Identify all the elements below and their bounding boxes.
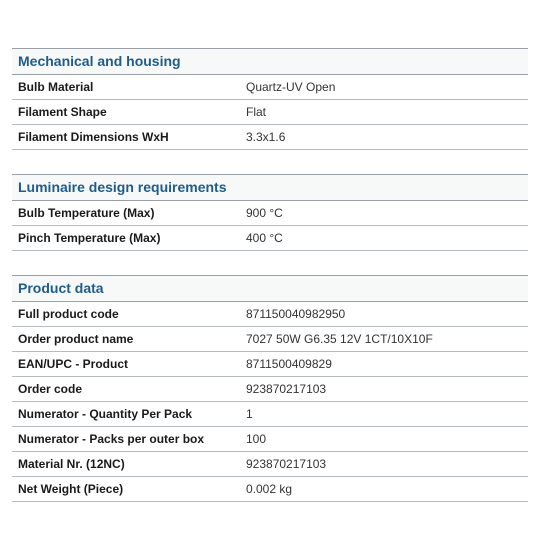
spec-value: Quartz-UV Open bbox=[246, 80, 336, 94]
section-title: Mechanical and housing bbox=[12, 48, 528, 75]
spec-value: 8711500409829 bbox=[246, 357, 332, 371]
spec-value: 900 °C bbox=[246, 206, 283, 220]
section-product-data bbox=[12, 275, 528, 502]
spec-label: Bulb Material bbox=[18, 80, 94, 94]
spec-row-pinch-temperature bbox=[12, 226, 528, 251]
spec-sheet bbox=[12, 48, 528, 526]
spec-value: 1 bbox=[246, 407, 253, 421]
spec-value: 400 °C bbox=[246, 231, 283, 245]
spec-label: Net Weight (Piece) bbox=[18, 482, 124, 496]
spec-label: EAN/UPC - Product bbox=[18, 357, 129, 371]
spec-label: Numerator - Packs per outer box bbox=[18, 432, 205, 446]
spec-label: Order code bbox=[18, 382, 83, 396]
spec-label: Bulb Temperature (Max) bbox=[18, 206, 155, 220]
spec-row-bulb-temperature bbox=[12, 201, 528, 226]
section-title: Luminaire design requirements bbox=[12, 174, 528, 201]
spec-row-bulb-material bbox=[12, 75, 528, 100]
spec-value: 3.3x1.6 bbox=[246, 130, 286, 144]
spec-row-order-product-name bbox=[12, 327, 528, 352]
spec-value: Flat bbox=[246, 105, 267, 119]
spec-row-packs-per-outer-box bbox=[12, 427, 528, 452]
spec-row-net-weight bbox=[12, 477, 528, 502]
spec-row-ean-upc bbox=[12, 352, 528, 377]
spec-value: 923870217103 bbox=[246, 457, 327, 471]
spec-label: Filament Dimensions WxH bbox=[18, 130, 169, 144]
spec-label: Pinch Temperature (Max) bbox=[18, 231, 161, 245]
spec-value: 0.002 kg bbox=[246, 482, 293, 496]
spec-row-quantity-per-pack bbox=[12, 402, 528, 427]
section-mechanical-housing bbox=[12, 48, 528, 150]
spec-label: Order product name bbox=[18, 332, 134, 346]
spec-value: 7027 50W G6.35 12V 1CT/10X10F bbox=[246, 332, 433, 346]
section-luminaire-design bbox=[12, 174, 528, 251]
spec-row-order-code bbox=[12, 377, 528, 402]
spec-label: Filament Shape bbox=[18, 105, 107, 119]
spec-value: 923870217103 bbox=[246, 382, 327, 396]
spec-label: Full product code bbox=[18, 307, 119, 321]
spec-row-full-product-code bbox=[12, 302, 528, 327]
spec-label: Material Nr. (12NC) bbox=[18, 457, 125, 471]
spec-row-filament-dimensions bbox=[12, 125, 528, 150]
spec-label: Numerator - Quantity Per Pack bbox=[18, 407, 193, 421]
spec-value: 100 bbox=[246, 432, 267, 446]
spec-row-material-nr bbox=[12, 452, 528, 477]
spec-row-filament-shape bbox=[12, 100, 528, 125]
section-title: Product data bbox=[12, 275, 528, 302]
spec-value: 871150040982950 bbox=[246, 307, 346, 321]
